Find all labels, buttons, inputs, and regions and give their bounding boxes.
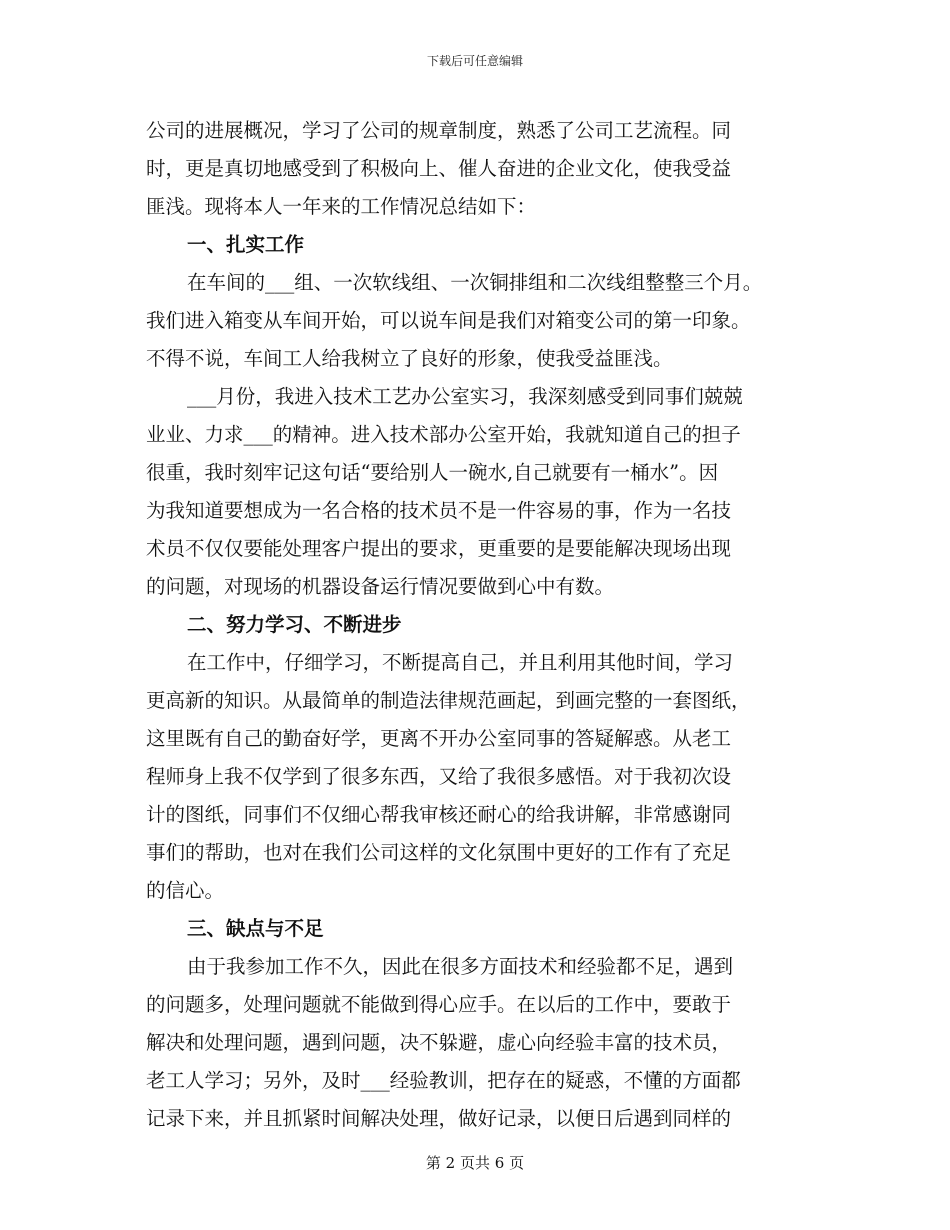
paragraph-line: 匪浅。现将本人一年来的工作情况总结如下： xyxy=(146,195,537,218)
paragraph-line: 老工人学习；另外，及时___经验教训，把存在的疑惑，不懂的方面都 xyxy=(146,1069,741,1092)
paragraph-line: 我们进入箱变从车间开始，可以说车间是我们对箱变公司的第一印象。 xyxy=(146,309,751,332)
paragraph-line: 事们的帮助，也对在我们公司这样的文化氛围中更好的工作有了充足 xyxy=(146,841,732,864)
paragraph-line: 计的图纸，同事们不仅细心帮我审核还耐心的给我讲解，非常感谢同 xyxy=(146,803,732,826)
page-footer: 第 2 页共 6 页 xyxy=(425,1154,525,1172)
paragraph-line: 在车间的___组、一次软线组、一次铜排组和二次线组整整三个月。 xyxy=(187,271,763,294)
paragraph-line: 很重，我时刻牢记这句话“要给别人一碗水,自己就要有一桶水”。因 xyxy=(146,461,719,484)
paragraph-line: 程师身上我不仅学到了很多东西，又给了我很多感悟。对于我初次设 xyxy=(146,765,732,788)
document-body xyxy=(146,112,806,1138)
paragraph-line: 由于我参加工作不久，因此在很多方面技术和经验都不足，遇到 xyxy=(187,955,734,978)
paragraph-line: 解决和处理问题，遇到问题，决不躲避，虚心向经验丰富的技术员， xyxy=(146,1031,732,1054)
section-heading: 二、努力学习、不断进步 xyxy=(187,613,402,636)
paragraph-line: 的信心。 xyxy=(146,879,225,902)
paragraph-line: 在工作中，仔细学习，不断提高自己，并且利用其他时间，学习 xyxy=(187,651,734,674)
paragraph-line: 的问题多，处理问题就不能做到得心应手。在以后的工作中，要敢于 xyxy=(146,993,732,1016)
page-header: 下载后可任意编辑 xyxy=(426,54,523,68)
paragraph-line: 时，更是真切地感受到了积极向上、催人奋进的企业文化，使我受益 xyxy=(146,157,732,180)
paragraph-line: 不得不说，车间工人给我树立了良好的形象，使我受益匪浅。 xyxy=(146,347,673,370)
paragraph-line: 业业、力求___的精神。进入技术部办公室开始，我就知道自己的担子 xyxy=(146,423,741,446)
paragraph-line: 的问题，对现场的机器设备运行情况要做到心中有数。 xyxy=(146,575,615,598)
paragraph-line: 更高新的知识。从最简单的制造法律规范画起，到画完整的一套图纸， xyxy=(146,689,751,712)
section-heading: 一、扎实工作 xyxy=(187,233,305,256)
paragraph-line: 为我知道要想成为一名合格的技术员不是一件容易的事，作为一名技 xyxy=(146,499,732,522)
section-heading: 三、缺点与不足 xyxy=(187,917,324,940)
paragraph-line: 记录下来，并且抓紧时间解决处理，做好记录，以便日后遇到同样的 xyxy=(146,1107,732,1130)
paragraph-line: 这里既有自己的勤奋好学，更离不开办公室同事的答疑解惑。从老工 xyxy=(146,727,732,750)
paragraph-line: ___月份，我进入技术工艺办公室实习，我深刻感受到同事们兢兢 xyxy=(187,385,743,408)
paragraph-line: 术员不仅仅要能处理客户提出的要求，更重要的是要能解决现场出现 xyxy=(146,537,732,560)
paragraph-line: 公司的进展概况，学习了公司的规章制度，熟悉了公司工艺流程。同 xyxy=(146,119,732,142)
